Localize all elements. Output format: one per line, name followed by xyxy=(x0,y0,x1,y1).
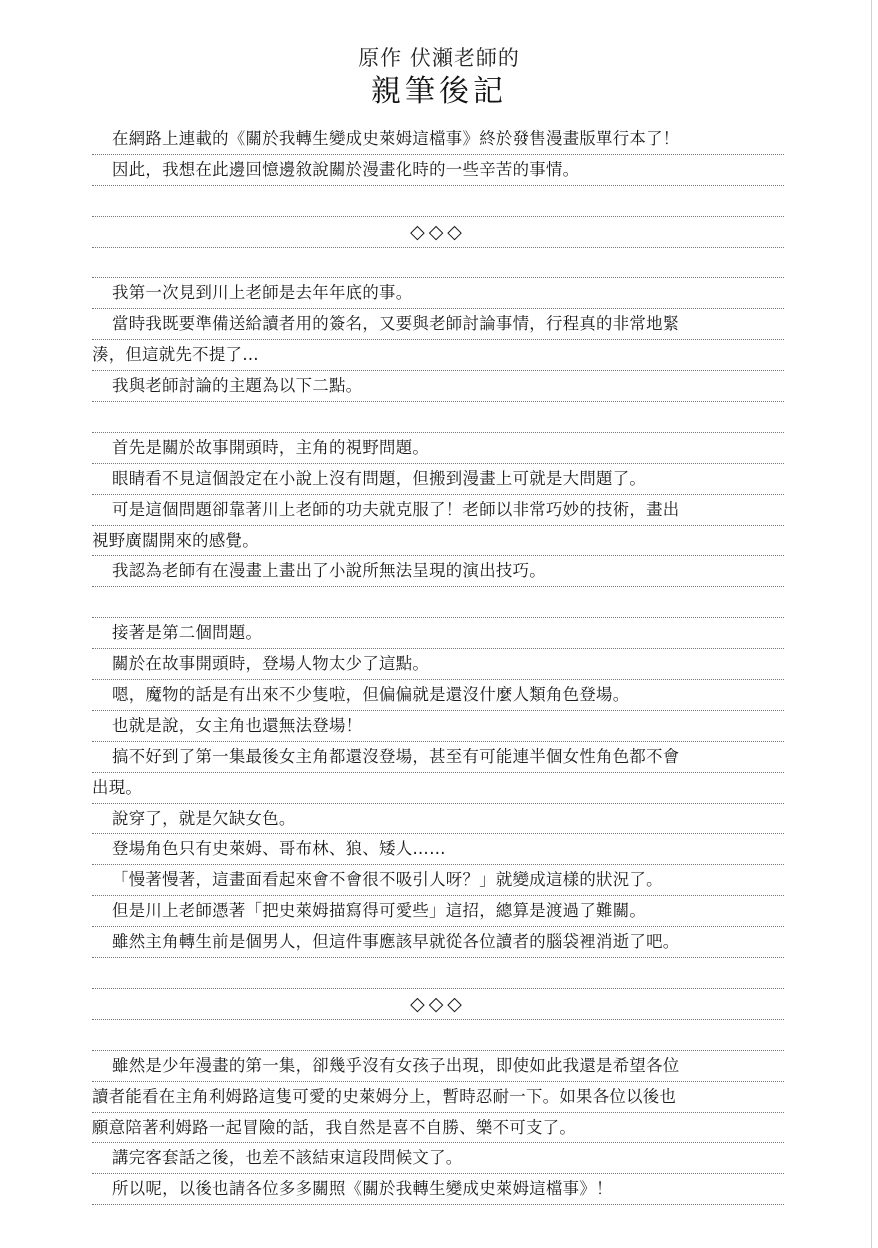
text-line: 所以呢，以後也請各位多多關照《關於我轉生變成史萊姆這檔事》！ xyxy=(92,1174,784,1205)
text-line: 說穿了，就是欠缺女色。 xyxy=(92,804,784,835)
text-line: 在網路上連載的《關於我轉生變成史萊姆這檔事》終於發售漫畫版單行本了！ xyxy=(92,124,784,155)
text-line: 接著是第二個問題。 xyxy=(92,618,784,649)
page-edge-line xyxy=(871,0,872,1248)
text-line: 也就是說，女主角也還無法登場！ xyxy=(92,711,784,742)
text-line: 出現。 xyxy=(92,773,784,804)
text-line: 「慢著慢著，這畫面看起來會不會很不吸引人呀？」就變成這樣的狀況了。 xyxy=(92,865,784,896)
text-line: 讀者能看在主角利姆路這隻可愛的史萊姆分上，暫時忍耐一下。如果各位以後也 xyxy=(92,1082,784,1113)
text-line: 關於在故事開頭時，登場人物太少了這點。 xyxy=(92,649,784,680)
text-line: 講完客套話之後，也差不該結束這段問候文了。 xyxy=(92,1143,784,1174)
blank-line xyxy=(92,186,784,217)
text-line: 因此，我想在此邊回憶邊敘說關於漫畫化時的一些辛苦的事情。 xyxy=(92,155,784,186)
afterword-subtitle: 原作 伏瀬老師的 xyxy=(358,46,520,70)
text-line: 搞不好到了第一集最後女主角都還沒登場，甚至有可能連半個女性角色都不會 xyxy=(92,742,784,773)
text-line: 當時我既要準備送給讀者用的簽名，又要與老師討論事情，行程真的非常地緊 xyxy=(92,309,784,340)
text-line: 可是這個問題卻靠著川上老師的功夫就克服了！老師以非常巧妙的技術，畫出 xyxy=(92,495,784,526)
afterword-title: 親筆後記 xyxy=(371,74,507,109)
text-line: 登場角色只有史萊姆、哥布林、狼、矮人…… xyxy=(92,834,784,865)
text-line: 嗯，魔物的話是有出來不少隻啦，但偏偏就是還沒什麼人類角色登場。 xyxy=(92,680,784,711)
text-line: 我與老師討論的主題為以下二點。 xyxy=(92,371,784,402)
blank-line xyxy=(92,402,784,433)
blank-line xyxy=(92,587,784,618)
text-line: 我第一次見到川上老師是去年年底的事。 xyxy=(92,278,784,309)
blank-line xyxy=(92,1020,784,1051)
blank-line xyxy=(92,248,784,279)
blank-line xyxy=(92,958,784,989)
text-line: 雖然是少年漫畫的第一集，卻幾乎沒有女孩子出現，即使如此我還是希望各位 xyxy=(92,1051,784,1082)
text-line: 雖然主角轉生前是個男人，但這件事應該早就從各位讀者的腦袋裡消逝了吧。 xyxy=(92,927,784,958)
afterword-body xyxy=(92,124,784,1205)
text-line: 視野廣闊開來的感覺。 xyxy=(92,526,784,557)
text-line: 眼睛看不見這個設定在小說上沒有問題，但搬到漫畫上可就是大問題了。 xyxy=(92,464,784,495)
text-line: 但是川上老師憑著「把史萊姆描寫得可愛些」這招，總算是渡過了難關。 xyxy=(92,896,784,927)
section-divider: ◇◇◇ xyxy=(92,217,784,248)
text-line: 願意陪著利姆路一起冒險的話，我自然是喜不自勝、樂不可支了。 xyxy=(92,1113,784,1144)
text-line: 我認為老師有在漫畫上畫出了小說所無法呈現的演出技巧。 xyxy=(92,556,784,587)
text-line: 首先是關於故事開頭時，主角的視野問題。 xyxy=(92,433,784,464)
section-divider: ◇◇◇ xyxy=(92,989,784,1020)
text-line: 湊，但這就先不提了… xyxy=(92,340,784,371)
